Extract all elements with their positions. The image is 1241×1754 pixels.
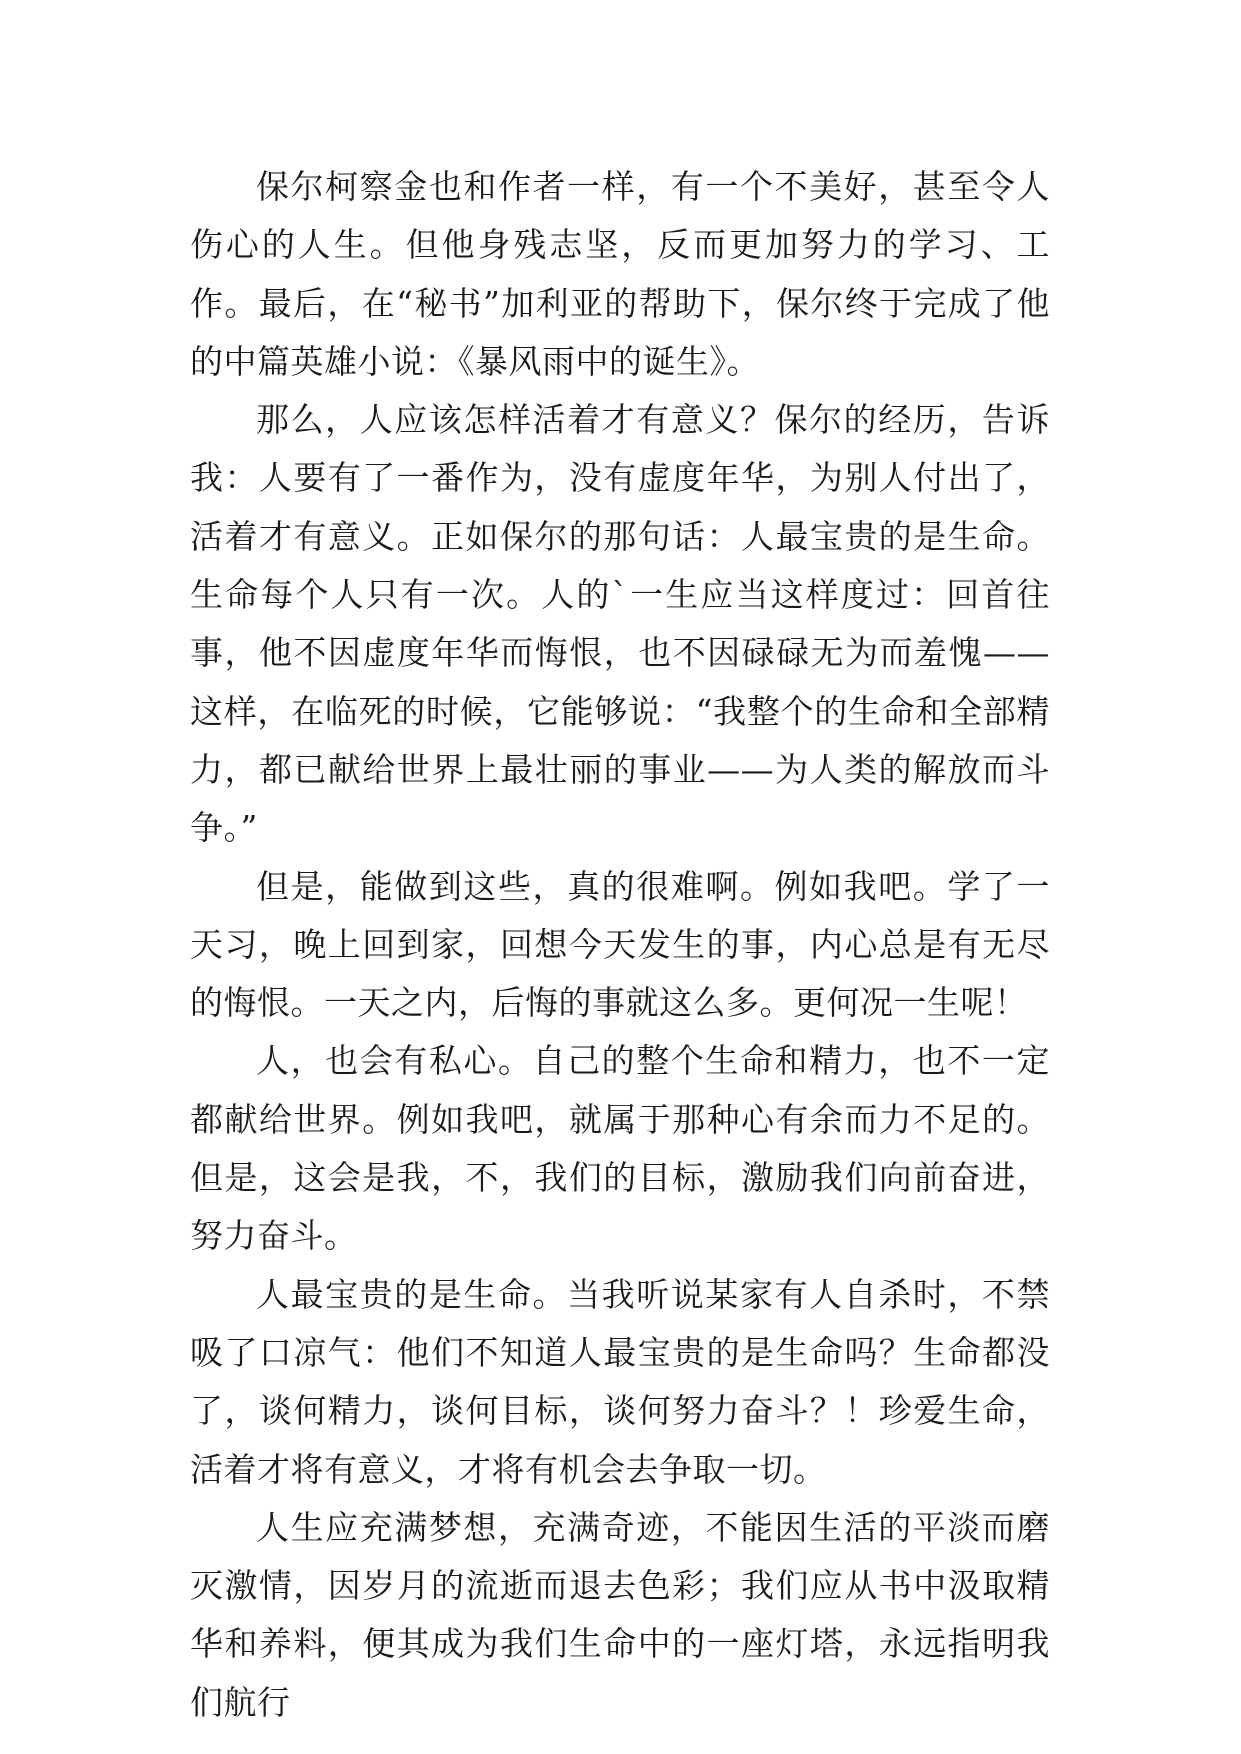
paragraph-6: 人生应充满梦想，充满奇迹，不能因生活的平淡而磨灭激情，因岁月的流逝而退去色彩；我们应从书中汲取精华和养料，便其成为我们生命中的一座灯塔，永远指明我们航行 — [190, 1507, 1050, 1722]
paragraph-3: 但是，能做到这些，真的很难啊。例如我吧。学了一天习，晚上回到家，回想今天发生的事，内心总是有无尽的悔恨。一天之内，后悔的事就这么多。更何况一生呢！ — [190, 866, 1050, 1023]
paragraph-1: 保尔柯察金也和作者一样，有一个不美好，甚至令人伤心的人生。但他身残志坚，反而更加努力的学习、工作。最后，在“秘书”加利亚的帮助下，保尔终于完成了他的中篇英雄小说：《暴风雨中的诞生》。 — [190, 167, 1050, 381]
paragraph-5: 人最宝贵的是生命。当我听说某家有人自杀时，不禁吸了口凉气：他们不知道人最宝贵的是生命吗？生命都没了，谈何精力，谈何目标，谈何努力奋斗？！珍爱生命，活着才将有意义，才将有机会去争取一切。 — [190, 1274, 1050, 1489]
paragraph-4: 人，也会有私心。自己的整个生命和精力，也不一定都献给世界。例如我吧，就属于那种心有余而力不足的。但是，这会是我，不，我们的目标，激励我们向前奋进，努力奋斗。 — [190, 1041, 1050, 1256]
document-body — [190, 158, 1050, 1732]
paragraph-2: 那么，人应该怎样活着才有意义？保尔的经历，告诉我：人要有了一番作为，没有虚度年华，为别人付出了，活着才有意义。正如保尔的那句话：人最宝贵的是生命。生命每个人只有一次。人的`一生应当这样度过：回首往事，他不因虚度年华而悔恨，也不因碌碌无为而羞愧——这样，在临死的时候，它能够说：“我整个的生命和全部精力，都已献给世界上最壮丽的事业——为人类的解放而斗争。” — [190, 400, 1050, 848]
